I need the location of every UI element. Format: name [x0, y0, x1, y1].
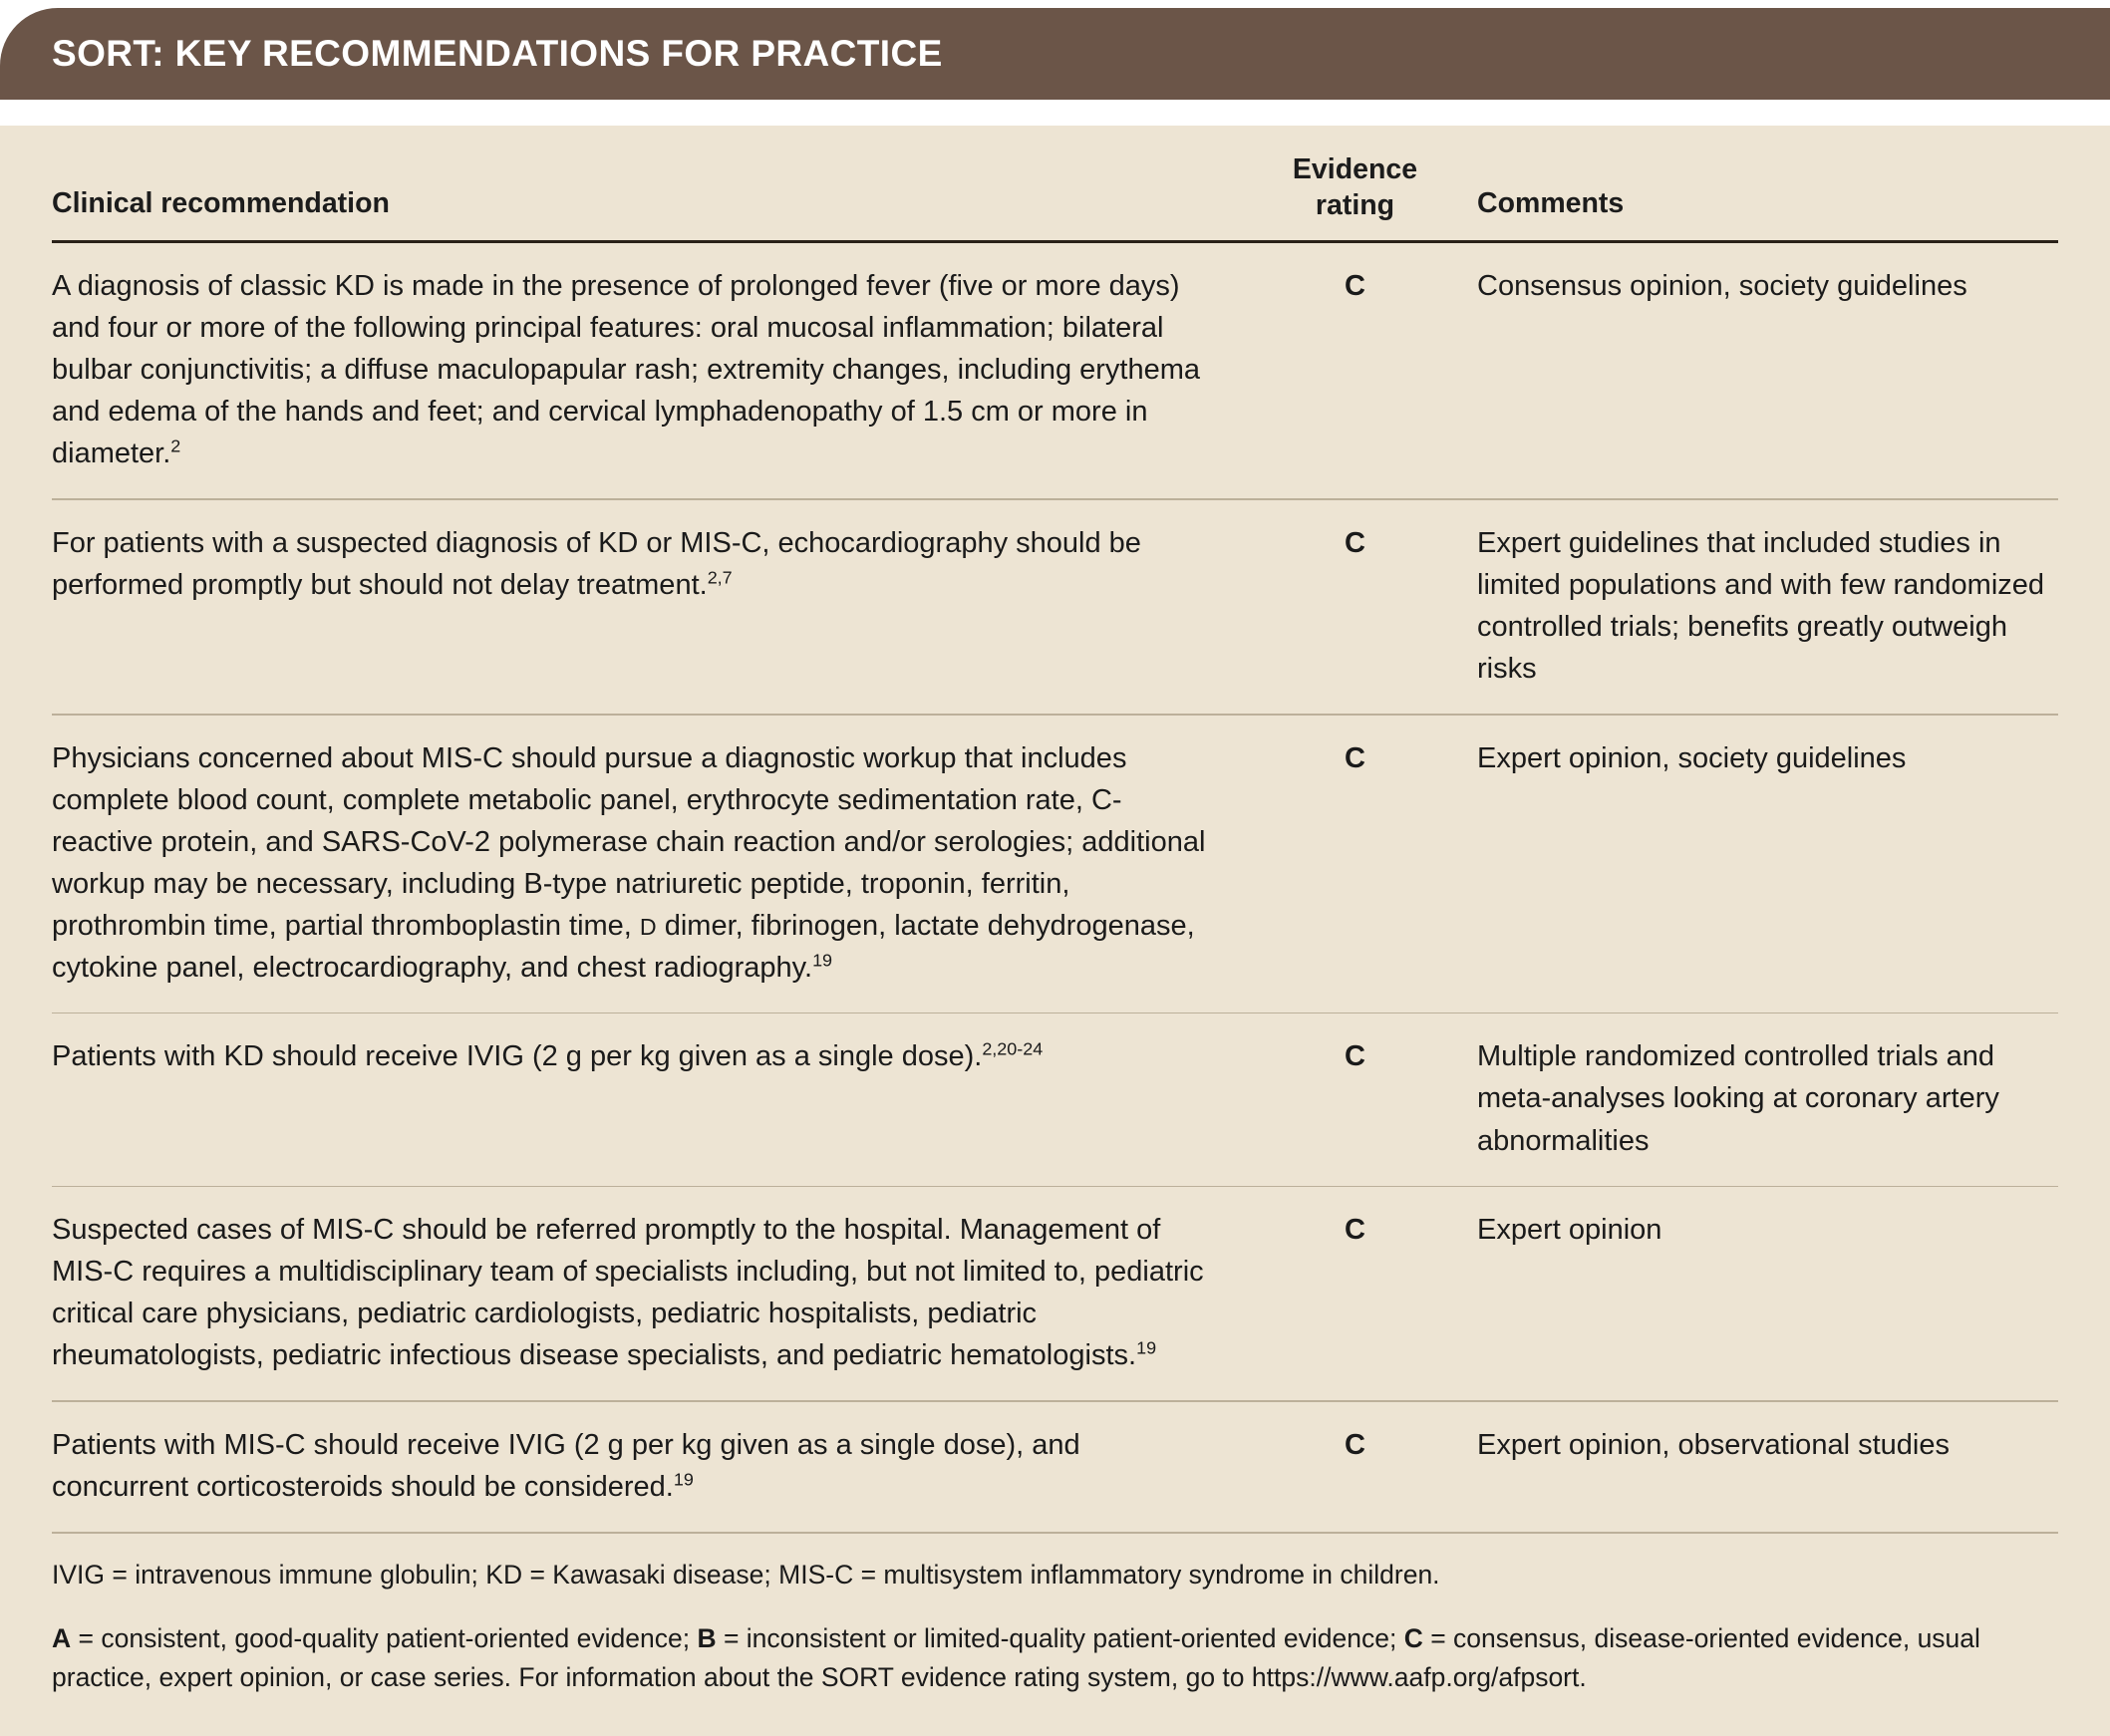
cell-recommendation	[52, 1424, 1263, 1508]
cell-evidence-rating: C	[1345, 1040, 1365, 1073]
cell-comments: Expert opinion, observational studies	[1477, 1428, 1950, 1461]
rating-key-c-text: = consensus, disease-oriented evidence, usual practice, expert opinion, or case series. For information about the SORT evidence rating system, go to https://www.aafp.org/afpsort.	[52, 1623, 1980, 1692]
column-header-recommendation: Clinical recommendation	[52, 187, 390, 220]
recommendation-text: Patients with KD should receive IVIG (2 g per kg given as a single dose).	[52, 1040, 983, 1073]
column-header-comments: Comments	[1477, 187, 1625, 220]
recommendation-reference: 19	[673, 1469, 694, 1490]
column-header-evidence-rating-line2: rating	[1315, 189, 1395, 222]
rating-key-b-label: B	[697, 1623, 717, 1654]
cell-evidence-rating: C	[1345, 269, 1365, 302]
table-row	[52, 1013, 2058, 1185]
cell-evidence-rating: C	[1345, 1428, 1365, 1461]
recommendation-text: A diagnosis of classic KD is made in the presence of prolonged fever (five or more days) and four or more of the following principal features: oral mucosal inflammation; bilateral bulbar conjunctivitis; a diffuse maculopapular rash; extremity changes, including erythema and edema of the hands and feet; and cervical lymphadenopathy of 1.5 cm or more in diameter.	[52, 269, 1201, 470]
recommendation-text: For patients with a suspected diagnosis of KD or MIS-C, echocardiography should be performed promptly but should not delay treatment.	[52, 526, 1141, 601]
recommendation-text: Suspected cases of MIS-C should be referred promptly to the hospital. Management of MIS-C requires a multidisciplinary team of specialists including, but not limited to, pediatric critical care physicians, pediatric cardiologists, pediatric hospitalists, pediatric rheumatologists, pediatric infectious disease specialists, and pediatric hematologists.	[52, 1214, 1204, 1372]
recommendation-reference: 2,7	[707, 567, 733, 588]
panel-title-bar	[0, 8, 2110, 100]
table-body	[0, 126, 2110, 1736]
cell-recommendation	[52, 737, 1263, 989]
cell-recommendation	[52, 1209, 1263, 1376]
recommendation-text-part1: Physicians concerned about MIS-C should pursue a diagnostic workup that includes complete blood count, complete metabolic panel, erythrocyte sedimentation rate, C-reactive protein, and SARS-CoV-2 polymerase chain reaction and/or serologies; additional workup may be necessary, including B-type natriuretic peptide, troponin, ferritin, prothrombin time, partial thromboplastin time,	[52, 741, 1206, 942]
table-row	[52, 243, 2058, 498]
cell-evidence-rating: C	[1345, 741, 1365, 774]
table-row	[52, 1402, 2058, 1532]
cell-comments: Consensus opinion, society guidelines	[1477, 269, 1967, 302]
table-row	[52, 1187, 2058, 1400]
column-header-evidence-rating	[1263, 151, 1447, 224]
recommendation-reference: 2	[170, 435, 181, 456]
rating-key-b-text: = inconsistent or limited-quality patient-oriented evidence;	[716, 1623, 1404, 1654]
cell-comments: Expert opinion, society guidelines	[1477, 741, 1907, 774]
rating-key-c-label: C	[1403, 1623, 1423, 1654]
table-header-row	[52, 126, 2058, 240]
footnote-rating-key	[52, 1619, 2058, 1696]
cell-evidence-rating: C	[1345, 526, 1365, 559]
cell-recommendation	[52, 265, 1263, 474]
footnote-abbreviations: IVIG = intravenous immune globulin; KD = Kawasaki disease; MIS-C = multisystem inflammatory syndrome in children.	[52, 1559, 1440, 1590]
cell-comments: Expert opinion	[1477, 1214, 1662, 1247]
table-row	[52, 716, 2058, 1013]
column-header-evidence-rating-line1: Evidence	[1292, 153, 1418, 185]
recommendation-text-part2: dimer, fibrinogen, lactate dehydrogenase, cytokine panel, electrocardiography, and chest radiography.	[52, 909, 1195, 984]
table-row	[52, 500, 2058, 714]
recommendation-reference: 2,20-24	[982, 1038, 1044, 1059]
recommendation-smallcap-d: D	[639, 913, 657, 940]
rating-key-a-label: A	[52, 1623, 72, 1654]
footnotes-section	[52, 1534, 2058, 1707]
cell-comments: Expert guidelines that included studies in limited populations and with few randomized controlled trials; benefits greatly outweigh risks	[1477, 526, 2045, 685]
rating-key-a-text: = consistent, good-quality patient-oriented evidence;	[71, 1623, 698, 1654]
recommendation-text: Patients with MIS-C should receive IVIG (2 g per kg given as a single dose), and concurrent corticosteroids should be considered.	[52, 1428, 1080, 1503]
cell-recommendation	[52, 1035, 1263, 1161]
recommendation-reference: 19	[812, 950, 833, 971]
cell-comments: Multiple randomized controlled trials and meta-analyses looking at coronary artery abnormalities	[1477, 1040, 1999, 1157]
cell-recommendation	[52, 522, 1263, 690]
cell-evidence-rating: C	[1345, 1214, 1365, 1247]
recommendation-reference: 19	[1136, 1337, 1157, 1358]
page-title: SORT: KEY RECOMMENDATIONS FOR PRACTICE	[52, 33, 943, 74]
